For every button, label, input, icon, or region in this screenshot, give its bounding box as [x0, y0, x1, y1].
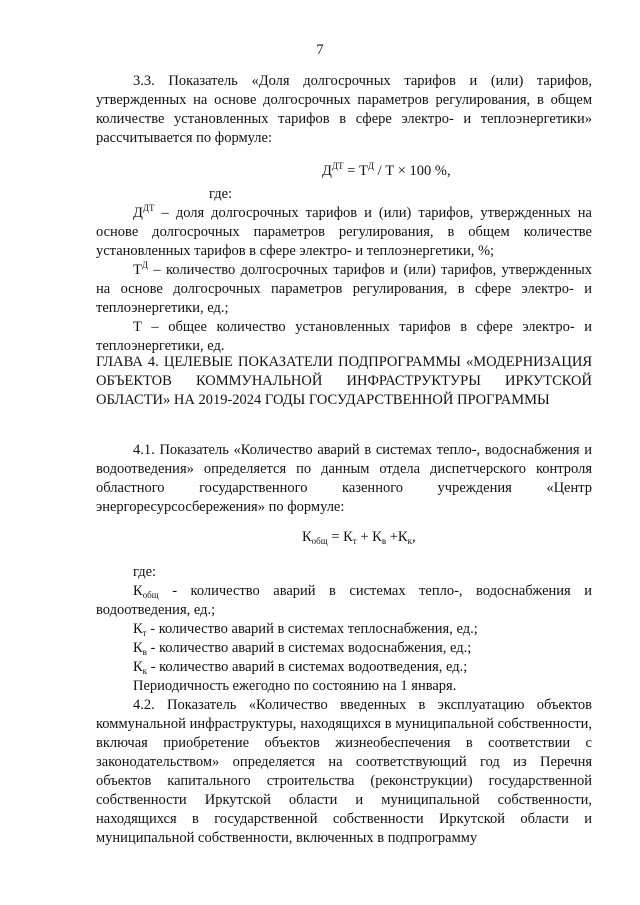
- periodicity-note: Периодичность ежегодно по состоянию на 1 января.: [133, 678, 457, 694]
- formula-eq: =: [343, 163, 359, 179]
- where-label-2: где:: [133, 564, 157, 580]
- definition-k-obsh: $К_{общ}$ - количество аварий в системах тепло-, водоснабжения и водоотведения, ед.;: [96, 583, 592, 618]
- formula-lhs-sup: ДТ: [331, 161, 344, 171]
- formula-lhs: Д: [322, 163, 332, 179]
- where-label-1: где:: [209, 186, 233, 202]
- section-4-1-text: 4.1. Показатель «Количество аварий в системах тепло-, водоснабжения и водоотведения» определяется по данным отдела диспетчерского контроля областного государственного казенного учреждения «Центр энергоресурсосбережения» по формуле:: [96, 442, 592, 515]
- chapter-4-heading: ГЛАВА 4. ЦЕЛЕВЫЕ ПОКАЗАТЕЛИ ПОДПРОГРАММЫ «МОДЕРНИЗАЦИЯ ОБЪЕКТОВ КОММУНАЛЬНОЙ ИНФРАСТРУКТУРЫ ИРКУТСКОЙ ОБЛАСТИ» НА 2019-2024 ГОДЫ ГОСУДАРСТВЕННОЙ ПРОГРАММЫ: [96, 354, 592, 408]
- section-3-3-definitions: [96, 204, 592, 356]
- definition-k-t: $К_т$ - количество аварий в системах теплоснабжения, ед.;: [133, 621, 478, 638]
- formula-rest: / Т × 100 %,: [373, 163, 451, 179]
- definition-k-k: $К_к$ - количество аварий в системах водоотведения, ед.;: [133, 659, 468, 676]
- section-4-1-paragraph: [96, 441, 592, 517]
- page-number: 7: [316, 42, 324, 58]
- section-4-1-definitions: [96, 582, 592, 848]
- definition-t-d: $Т^Д$ – количество долгосрочных тарифов и (или) тарифов, утвержденных на основе долгосрочных параметров регулирования, в сфере электро- и теплоэнергетики, ед.;: [96, 260, 592, 316]
- definition-t: Т – общее количество установленных тарифов в сфере электро- и теплоэнергетики, ед.: [96, 319, 592, 354]
- formula-k-obsh: $К_{общ} = К_т + К_в +К_к$,: [302, 529, 416, 546]
- formula-t1: Т: [358, 163, 368, 179]
- section-3-3-paragraph: [96, 72, 592, 148]
- section-4-2-text: 4.2. Показатель «Количество введенных в эксплуатацию объектов коммунальной инфраструктуры, находящихся в муниципальной собственности, включая приобретение объектов жизнеобеспечения в соответствии с законодательством» определяется на соответствующий год из Перечня объектов капитального строительства (реконструкции) государственной собственности Иркутской области и муниципальной собственности, находящихся в государственной собственности Иркутской области и муниципальной собственности, включенных в подпрограмму: [96, 697, 592, 846]
- definition-d-dt: $Д^{ДТ}$ – доля долгосрочных тарифов и (или) тарифов, утвержденных на основе долгосрочных параметров регулирования, в общем количестве установленных тарифов в сфере электро- и теплоэнергетики, %;: [96, 203, 592, 259]
- formula-dolya-dt: [322, 163, 451, 180]
- definition-k-v: $К_в$ - количество аварий в системах водоснабжения, ед.;: [133, 640, 472, 657]
- formula-t1-sup: Д: [367, 161, 374, 171]
- section-3-3-text: 3.3. Показатель «Доля долгосрочных тарифов и (или) тарифов, утвержденных на основе долгосрочных параметров регулирования, в общем количестве установленных тарифов в сфере электро- и теплоэнергетики» рассчитывается по формуле:: [96, 73, 592, 146]
